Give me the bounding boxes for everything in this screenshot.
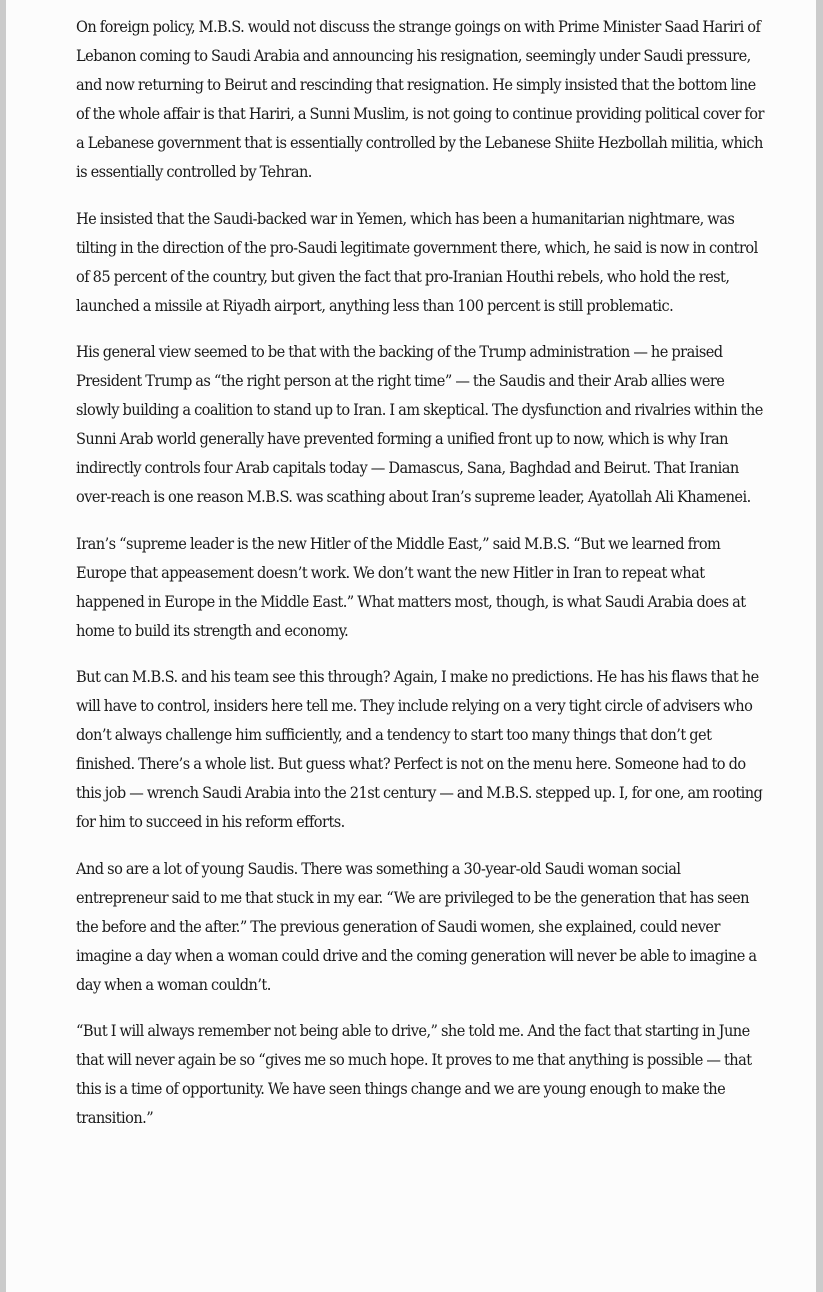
paragraph-yemen-war: He insisted that the Saudi-backed war in Yemen, which has been a humanitarian nightmare, was tilting in the direction of the pro-Saudi legitimate government there, which, he said is now in control of 85 percent of the country, but given the fact that pro-Iranian Houthi rebels, who hold the rest, launched a missile at Riyadh airport, anything less than 100 percent is still problematic. [76, 208, 758, 315]
document-page [6, 0, 816, 1292]
paragraph-young-saudis: And so are a lot of young Saudis. There was something a 30-year-old Saudi woman social entrepreneur said to me that stuck in my ear. “We are privileged to be the generation that has seen the before and the after.” The previous generation of Saudi women, she explained, could never imagine a day when a woman could drive and the coming generation will never be able to imagine a day when a woman couldn’t. [76, 858, 757, 994]
article-body [76, 12, 816, 1132]
paragraph-driving-quote: “But I will always remember not being able to drive,” she told me. And the fact that starting in June that will never again be so “gives me so much hope. It proves to me that anything is possible — that this is a time of opportunity. We have seen things change and we are young enough to make the transition.” [76, 1021, 752, 1127]
paragraph-supreme-leader-quote: Iran’s “supreme leader is the new Hitler of the Middle East,” said M.B.S. “But we learned from Europe that appeasement doesn’t work. We don’t want the new Hitler in Iran to repeat what happened in Europe in the Middle East.” What matters most, though, is what Saudi Arabia does at home to build its strength and economy. [76, 533, 746, 640]
paragraph-coalition-view: His general view seemed to be that with the backing of the Trump administration — he praised President Trump as “the right person at the right time” — the Saudis and their Arab allies were slowly building a coalition to stand up to Iran. I am skeptical. The dysfunction and rivalries within the Sunni Arab world generally have prevented forming a unified front up to now, which is why Iran indirectly controls four Arab capitals today — Damascus, Sana, Baghdad and Beirut. That Iranian over-reach is one reason M.B.S. was scathing about Iran’s supreme leader, Ayatollah Ali Khamenei. [76, 342, 763, 506]
paragraph-mbs-flaws: But can M.B.S. and his team see this through? Again, I make no predictions. He has his flaws that he will have to control, insiders here tell me. They include relying on a very tight circle of advisers who don’t always challenge him sufficiently, and a tendency to start too many things that don’t get finished. There’s a whole list. But guess what? Perfect is not on the menu here. Someone had to do this job — wrench Saudi Arabia into the 21st century — and M.B.S. stepped up. I, for one, am rooting for him to succeed in his reform efforts. [76, 667, 763, 831]
paragraph-foreign-policy: On foreign policy, M.B.S. would not discuss the strange goings on with Prime Minister Saad Hariri of Lebanon coming to Saudi Arabia and announcing his resignation, seemingly under Saudi pressure, and now returning to Beirut and rescinding that resignation. He simply insisted that the bottom line of the whole affair is that Hariri, a Sunni Muslim, is not going to continue providing political cover for a Lebanese government that is essentially controlled by the Lebanese Shiite Hezbollah militia, which is essentially controlled by Tehran. [76, 17, 764, 181]
